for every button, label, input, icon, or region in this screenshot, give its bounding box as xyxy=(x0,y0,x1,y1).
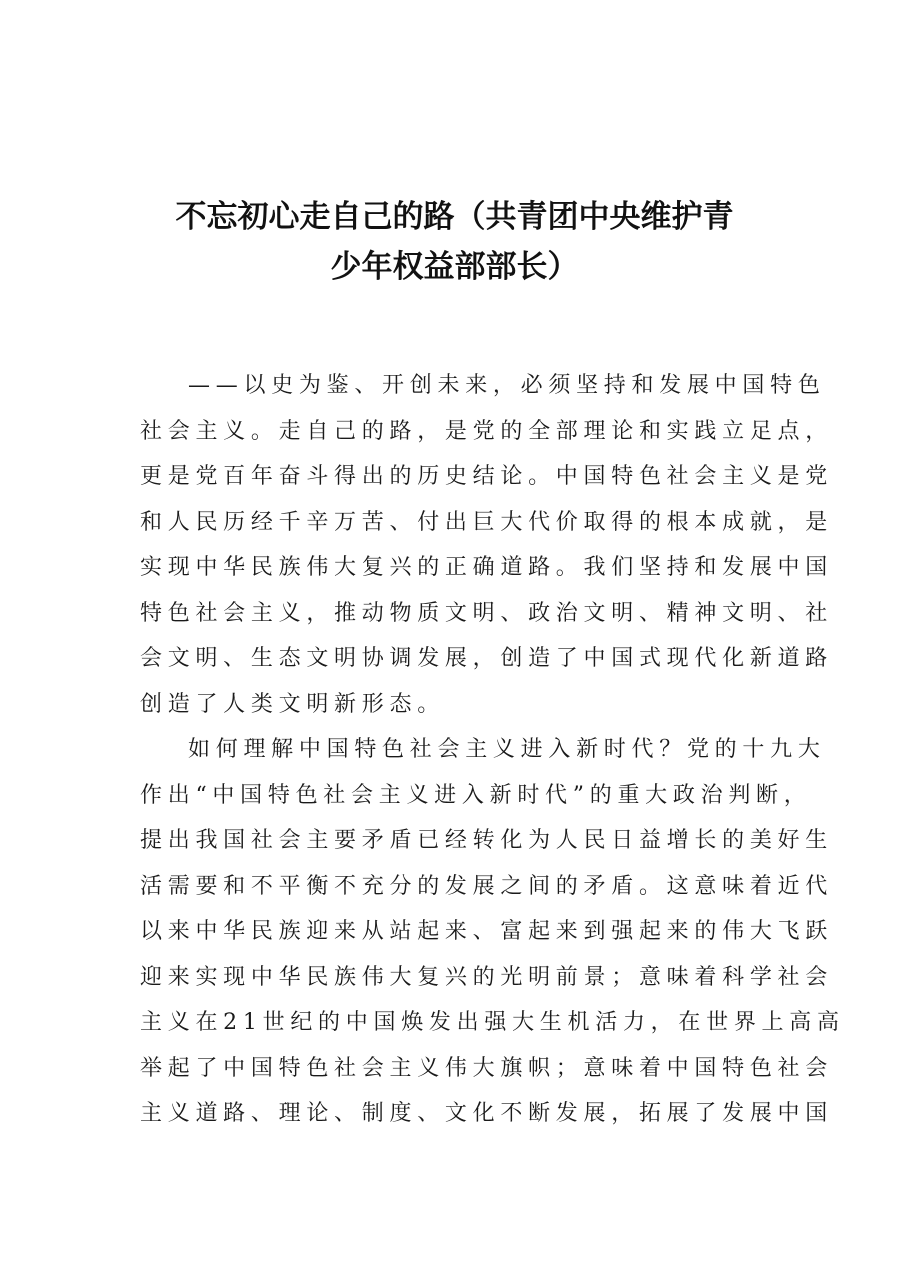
paragraph-2 xyxy=(140,727,845,1137)
title-line-2: 少年权益部部长） xyxy=(330,249,579,285)
paragraph-line: 更是党百年奋斗得出的历史结论。中国特色社会主义是党 xyxy=(140,464,834,489)
title-line-1: 不忘初心走自己的路（共青团中央维护青 xyxy=(175,199,734,235)
paragraph-line: 会文明、生态文明协调发展，创造了中国式现代化新道路 xyxy=(140,646,834,671)
paragraph-line: 主义道路、理论、制度、文化不断发展，拓展了发展中国 xyxy=(140,1101,834,1126)
paragraph-line: 作出“中国特色社会主义进入新时代”的重大政治判断， xyxy=(140,782,812,808)
paragraph-line: 以来中华民族迎来从站起来、富起来到强起来的伟大飞跃 xyxy=(140,919,834,944)
paragraph-line: 实现中华民族伟大复兴的正确道路。我们坚持和发展中国 xyxy=(140,555,834,580)
paragraph-line: 举起了中国特色社会主义伟大旗帜；意味着中国特色社会 xyxy=(140,1055,834,1081)
document-body xyxy=(140,363,845,1137)
paragraph-line: 提出我国社会主要矛盾已经转化为人民日益增长的美好生 xyxy=(140,828,834,853)
document-title xyxy=(120,192,789,292)
paragraph-line: 特色社会主义，推动物质文明、政治文明、精神文明、社 xyxy=(140,600,834,626)
paragraph-line: ——以史为鉴、开创未来，必须坚持和发展中国特色 xyxy=(188,373,826,398)
paragraph-line: 社会主义。走自己的路，是党的全部理论和实践立足点， xyxy=(140,418,834,444)
paragraph-1 xyxy=(140,363,834,727)
paragraph-line: 主义在21世纪的中国焕发出强大生机活力，在世界上高高 xyxy=(140,1010,845,1035)
paragraph-line: 活需要和不平衡不充分的发展之间的矛盾。这意味着近代 xyxy=(140,873,834,899)
paragraph-line: 迎来实现中华民族伟大复兴的光明前景；意味着科学社会 xyxy=(140,964,834,990)
paragraph-line: 创造了人类文明新形态。 xyxy=(140,691,445,717)
paragraph-line: 和人民历经千辛万苦、付出巨大代价取得的根本成就，是 xyxy=(140,509,834,535)
paragraph-line: 如何理解中国特色社会主义进入新时代？党的十九大 xyxy=(188,737,826,762)
